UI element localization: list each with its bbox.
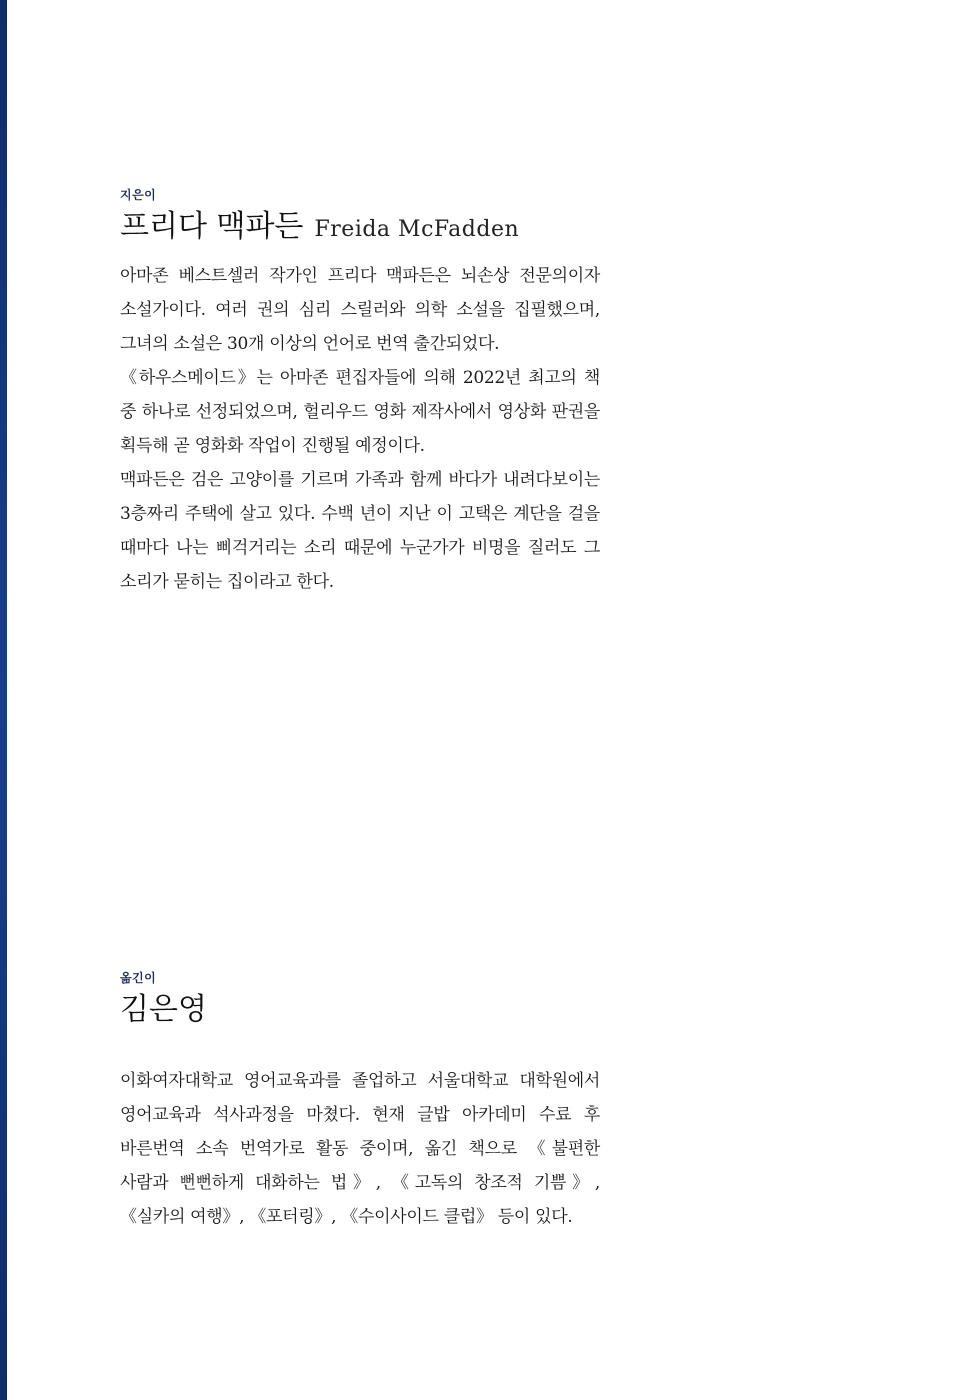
author-bio-paragraph: 아마존 베스트셀러 작가인 프리다 맥파든은 뇌손상 전문의이자 소설가이다. 여러 권의 심리 스릴러와 의학 소설을 집필했으며, 그녀의 소설은 30개 이상의 언어로 번역 출간되었다. <box>120 266 600 354</box>
book-spine-edge <box>0 0 7 1400</box>
author-name-english: Freida McFadden <box>314 217 520 242</box>
translator-bio-paragraph: 이화여자대학교 영어교육과를 졸업하고 서울대학교 대학원에서 영어교육과 석사과정을 마쳤다. 현재 글밥 아카데미 수료 후 바른번역 소속 번역가로 활동 중이며, 옮긴 책으로 《불편한 사람과 뻔뻔하게 대화하는 법》, 《고독의 창조적 기쁨》, 《실카의 여행》, 《포터링》, 《수이사이드 클럽》 등이 있다. <box>120 1071 600 1227</box>
translator-bio <box>120 1064 600 1234</box>
author-bio-paragraph: 맥파든은 검은 고양이를 기르며 가족과 함께 바다가 내려다보이는 3층짜리 주택에 살고 있다. 수백 년이 지난 이 고택은 계단을 걸을 때마다 나는 삐걱거리는 소리 때문에 누군가가 비명을 질러도 그 소리가 묻히는 집이라고 한다. <box>120 470 600 592</box>
author-name-korean: 프리다 맥파든 <box>120 209 304 244</box>
author-section <box>120 186 600 599</box>
translator-name-korean: 김은영 <box>120 992 207 1027</box>
author-name-line <box>120 207 600 251</box>
author-role-label: 지은이 <box>120 188 157 202</box>
translator-name-line <box>120 990 600 1034</box>
author-bio <box>120 259 600 599</box>
author-bio-paragraph: 《하우스메이드》는 아마존 편집자들에 의해 2022년 최고의 책 중 하나로 선정되었으며, 헐리우드 영화 제작사에서 영상화 판권을 획득해 곧 영화화 작업이 진행될 예정이다. <box>120 368 600 456</box>
translator-section <box>120 969 600 1234</box>
translator-role-label: 옮긴이 <box>120 971 157 985</box>
